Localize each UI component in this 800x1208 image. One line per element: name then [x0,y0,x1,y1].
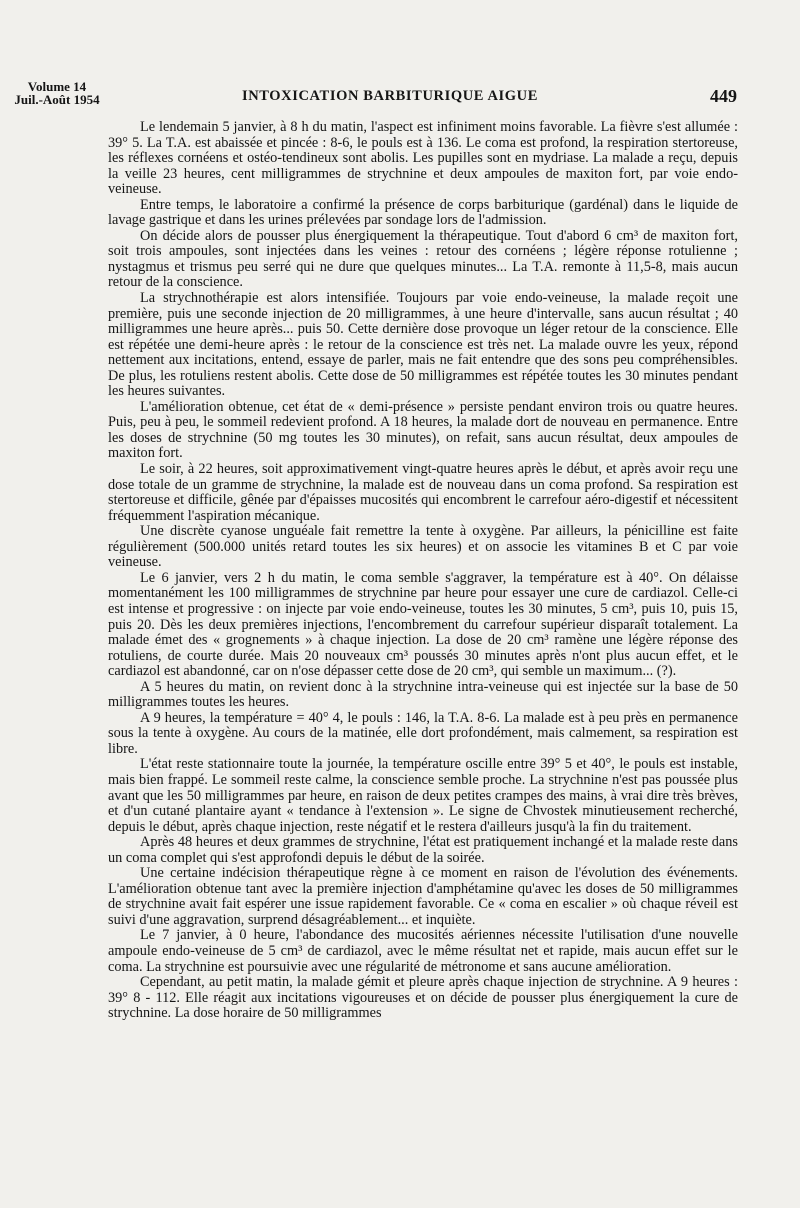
article-body [108,120,738,1022]
paragraph: On décide alors de pousser plus énergiquement la thérapeutique. Tout d'abord 6 cm³ de maxiton fort, soit trois ampoules, sont injectées dans les veines : retour des cornéens ; légère réponse rotulienne ; nystagmus et trismus peu serré qui ne dure que quelques minutes... La T.A. remonte à 11,5-8, mais aucun retour de la conscience. [108,227,738,291]
paragraph: Une discrète cyanose unguéale fait remettre la tente à oxygène. Par ailleurs, la pénicilline est faite régulièrement (500.000 unités retard toutes les six heures) et on associe les vitamines B et C par voie veineuse. [108,523,738,571]
volume-number: Volume 14 [27,79,87,94]
paragraph: L'amélioration obtenue, cet état de « demi-présence » persiste pendant environ trois ou quatre heures. Puis, peu à peu, le sommeil redevient profond. A 18 heures, la malade dort de nouveau en permanence. Entre les doses de strychnine (50 mg toutes les 30 minutes), on refait, sans aucun résultat, deux ampoules de maxiton fort. [108,398,738,462]
running-title: INTOXICATION BARBITURIQUE AIGUE [241,88,539,104]
paragraph: Le 7 janvier, à 0 heure, l'abondance des mucosités aériennes nécessite l'utilisation d'une nouvelle ampoule endo-veineuse de 5 cm³ de cardiazol, avec le même résultat net et rapide, mais aucun effet sur le coma. La strychnine est poursuivie avec une régularité de métronome et sans aucune amélioration. [108,927,738,975]
volume-info [4,80,110,106]
paragraph: Cependant, au petit matin, la malade gémit et pleure après chaque injection de strychnine. A 9 heures : 39° 8 - 112. Elle réagit aux incitations vigoureuses et on décide de pousser plus énergiquement la cure de strychnine. La dose horaire de 50 milligrammes [108,974,738,1022]
paragraph: Le 6 janvier, vers 2 h du matin, le coma semble s'aggraver, la température est à 40°. On délaisse momentanément les 100 milligrammes de strychnine par heure pour essayer une cure de cardiazol. Celle-ci est intense et progressive : on injecte par voie endo-veineuse, toutes les 30 minutes, 5 cm³, puis 10, puis 15, puis 20. Dès les deux premières injections, l'encombrement du carrefour supérieur disparaît totalement. La malade émet des « grognements » à chaque injection. La dose de 20 cm³ ramène une légère réponse des rotuliens, de courte durée. Mais 20 nouveaux cm³ poussés 30 minutes après n'ont plus aucun effet, et le cardiazol est abandonné, car on n'ose dépasser cette dose de 20 cm³, qui semble un maximum... (?). [108,569,738,680]
paragraph: A 9 heures, la température = 40° 4, le pouls : 146, la T.A. 8-6. La malade est à peu près en permanence sous la tente à oxygène. Au cours de la matinée, elle dort profondément, mais calmement, sa respiration est libre. [108,709,738,757]
paragraph: Entre temps, le laboratoire a confirmé la présence de corps barbiturique (gardénal) dans le liquide de lavage gastrique et dans les urines prélevées par sondage lors de l'admission. [108,196,738,229]
page-number: 449 [710,86,737,106]
paragraph: Une certaine indécision thérapeutique règne à ce moment en raison de l'évolution des événements. L'amélioration obtenue tant avec la première injection d'amphétamine qu'avec les doses de 50 milligrammes de strychnine avait fait espérer une issue rapidement favorable. Ce « coma en escalier » où chaque réveil est suivi d'une aggravation, surprend désagréablement... et inquiète. [108,865,738,928]
paragraph: Le soir, à 22 heures, soit approximativement vingt-quatre heures après le début, et après avoir reçu une dose totale de un gramme de strychnine, la malade est de nouveau dans un coma profond. Sa respiration est stertoreuse et difficile, gênée par d'épaisses mucosités qui encombrent le carrefour aéro-digestif et nécessitent fréquemment l'aspiration mécanique. [108,461,738,524]
paragraph: La strychnothérapie est alors intensifiée. Toujours par voie endo-veineuse, la malade reçoit une première, puis une seconde injection de 20 milligrammes, à une heure d'intervalle, sans aucun résultat ; 40 milligrammes une heure après... puis 50. Cette dernière dose provoque un léger retour de la conscience. Elle est répétée une demi-heure après : le retour de la conscience est très net. La malade ouvre les yeux, répond nettement aux incitations, entend, essaye de parler, mais ne fait entendre que des sons peu compréhensibles. De plus, les rotuliens restent abolis. Cette dose de 50 milligrammes est répétée toutes les 30 minutes pendant les heures suivantes. [108,290,738,400]
issue-date: Juil.-Août 1954 [14,92,100,107]
paragraph: A 5 heures du matin, on revient donc à la strychnine intra-veineuse qui est injectée sur la base de 50 milligrammes toutes les heures. [108,678,738,711]
paragraph: L'état reste stationnaire toute la journée, la température oscille entre 39° 5 et 40°, le pouls est instable, mais bien frappé. Le sommeil reste calme, la conscience semble proche. La strychnine n'est pas poussée plus avant que les 50 milligrammes par heure, en raison de deux petites crampes des mains, à vrai dire très brèves, et d'un cutané plantaire ayant « tendance à l'extension ». Le signe de Chvostek minutieusement recherché, depuis le début, après chaque injection, reste négatif et le restera d'ailleurs jusqu'à la fin du traitement. [108,756,738,835]
paragraph: Le lendemain 5 janvier, à 8 h du matin, l'aspect est infiniment moins favorable. La fièvre s'est allumée : 39° 5. La T.A. est abaissée et pincée : 8-6, le pouls est à 136. Le coma est profond, la respiration stertoreuse, les réflexes cornéens et ostéo-tendineux sont abolis. Les pupilles sont en mydriase. La malade a reçu, depuis la veille 23 heures, cent milligrammes de strychnine et deux ampoules de maxiton fort, par voie endo-veineuse. [108,119,738,198]
paragraph: Après 48 heures et deux grammes de strychnine, l'état est pratiquement inchangé et la malade reste dans un coma complet qui s'est approfondi depuis le début de la soirée. [108,834,738,866]
